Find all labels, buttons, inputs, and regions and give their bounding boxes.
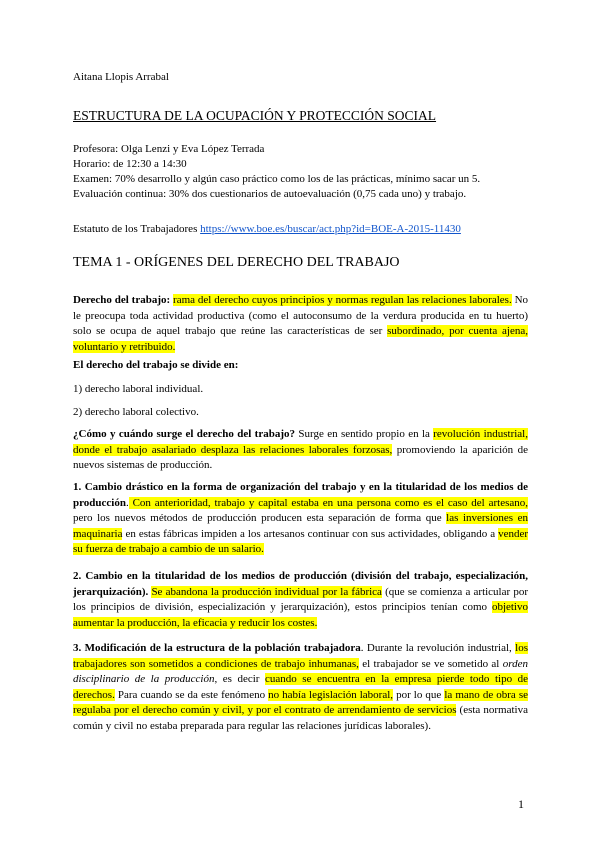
text: en estas fábricas impiden a los artesanos continuar con sus actividades, obligando a (122, 527, 499, 540)
divide-item-2: 2) derecho laboral colectivo. (73, 406, 199, 418)
highlight: vender su fuerza de trabajo a cambio de un salario. (73, 527, 528, 555)
highlight: revolución industrial, donde el trabajo asalariado desplaza las relaciones laborales forzosas, (73, 428, 528, 456)
document-title: ESTRUCTURA DE LA OCUPACIÓN Y PROTECCIÓN SOCIAL (73, 108, 437, 123)
divide-heading: El derecho del trabajo se divide en: (73, 359, 239, 371)
profesora-line: Profesora: Olga Lenzi y Eva López Terrada (73, 143, 265, 155)
highlight: las inversiones en maquinaria (73, 512, 529, 540)
italic-text: orden disciplinario de la producción (73, 657, 528, 685)
text: Surge en sentido propio en la (295, 428, 434, 440)
highlight: rama del derecho cuyos principios y normas regulan las relaciones laborales. (173, 294, 512, 306)
definition-paragraph (73, 293, 528, 355)
highlight: objetivo aumentar la producción, la eficacia y reducir los costes. (73, 601, 528, 629)
horario-line: Horario: de 12:30 a 14:30 (73, 158, 187, 170)
definition-term: Derecho del trabajo: (73, 294, 171, 306)
examen-line: Examen: 70% desarrollo y algún caso práctico como los de las prácticas, mínimo sacar un 5. (73, 173, 481, 185)
section-2-paragraph (73, 569, 528, 631)
text: (que se comienza a articular por los principios de división, especialización y jerarquización), estos principios tenían como (73, 585, 528, 613)
tema-heading: TEMA 1 - ORÍGENES DEL DERECHO DEL TRABAJO (73, 255, 400, 270)
estatuto-label: Estatuto de los Trabajadores (73, 223, 201, 235)
highlight: Con anterioridad, trabajo y capital estaba en una persona como es el caso del artesano, (128, 496, 528, 509)
text: No le preocupa toda actividad productiva (como el autoconsumo de la verdura producida en tu huerto) solo se ocupa de aquel trabajo que reúne las características de ser (73, 294, 529, 337)
evaluacion-line: Evaluación continua: 30% dos cuestionarios de autoevaluación (0,75 cada uno) y trabajo. (73, 188, 467, 200)
section-3-heading: 3. Modificación de la estructura de la población trabajadora (73, 642, 361, 654)
section-1-paragraph (73, 480, 528, 558)
highlight: Se abandona la producción individual por la fábrica (151, 585, 382, 598)
section-2-heading: 2. Cambio en la titularidad de los medios de producción (división del trabajo, especialización, jerarquización). (73, 570, 528, 598)
section-1-heading: 1. Cambio drástico en la forma de organización del trabajo y en la titularidad de los medios de producción (73, 481, 528, 509)
text: . Durante la revolución industrial, (360, 642, 516, 654)
highlight: subordinado, por cuenta ajena, voluntario y retribuido. (73, 325, 528, 353)
course-info (73, 142, 528, 202)
text: (esta normativa común y civil no estaba preparada para regular las relaciones jurídicas laborales). (73, 704, 528, 732)
text: por lo que (393, 688, 445, 701)
surge-question: ¿Cómo y cuándo surge el derecho del trabajo? (73, 428, 295, 440)
text: pero los nuevos métodos de producción producen esta separación de forma que (73, 512, 447, 524)
highlight: cuando se encuentra en la empresa pierde todo tipo de derechos. (73, 673, 528, 701)
text: Para cuando se da este fenómeno (114, 688, 269, 701)
surge-paragraph (73, 427, 528, 474)
estatuto-link[interactable]: https://www.boe.es/buscar/act.php?id=BOE-A-2015-11430 (200, 223, 461, 235)
section-3-paragraph (73, 641, 528, 734)
highlight: no había legislación laboral, (268, 688, 394, 701)
highlight: los trabajadores son sometidos a condiciones de trabajo inhumanas, (73, 642, 528, 670)
text: . (125, 496, 129, 509)
estatuto-line (73, 222, 528, 237)
highlight: la mano de obra se regulaba por el derecho común y civil, y por el contrato de arrendamiento de servicios (73, 688, 529, 716)
text: el trabajador se ve sometido al (358, 657, 503, 670)
page-number: 1 (518, 797, 524, 811)
divide-item-1: 1) derecho laboral individual. (73, 383, 204, 395)
text: promoviendo la aparición de nuevos sistemas de producción. (73, 443, 528, 471)
text: , es decir (214, 673, 265, 685)
author-name: Aitana Llopis Arrabal (73, 71, 169, 83)
